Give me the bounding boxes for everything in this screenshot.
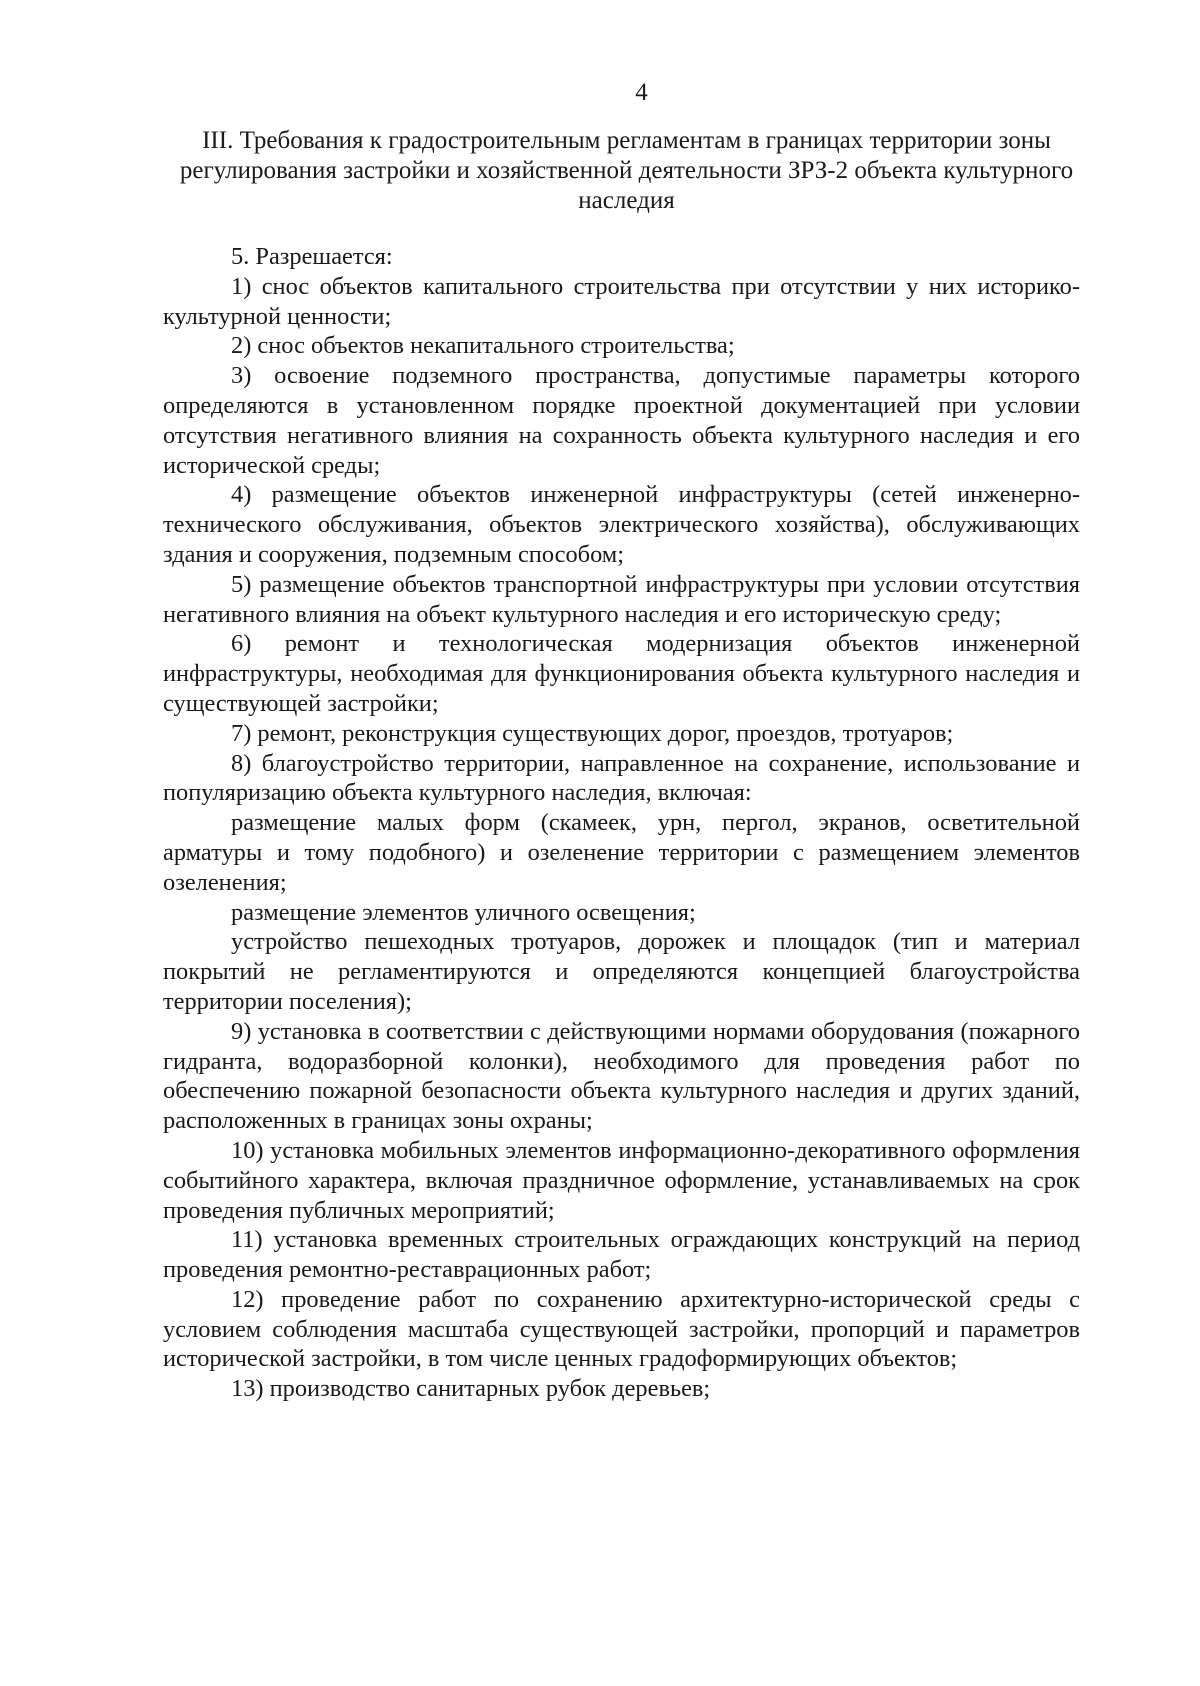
paragraph-item-8-sub-3: устройство пешеходных тротуаров, дорожек и площадок (тип и материал покрытий не регламентируются и определяются концепцией благоустройства территории поселения); <box>163 928 1080 1015</box>
paragraph-item-8: 8) благоустройство территории, направленное на сохранение, использование и популяризацию объекта культурного наследия, включая: <box>163 749 1080 807</box>
paragraph-item-7: 7) ремонт, реконструкция существующих дорог, проездов, тротуаров; <box>231 719 954 747</box>
paragraph-item-13: 13) производство санитарных рубок деревьев; <box>231 1375 711 1403</box>
paragraph-item-3: 3) освоение подземного пространства, допустимые параметры которого определяются в установленном порядке проектной документацией при условии отсутствия негативного влияния на сохранность объекта культурного наследия и его исторической среды; <box>163 362 1080 479</box>
paragraph-item-8-sub-2: размещение элементов уличного освещения; <box>231 898 696 926</box>
page-number: 4 <box>635 79 648 106</box>
section-title: III. Требования к градостроительным регламентам в границах территории зоны регулирования застройки и хозяйственной деятельности ЗРЗ-2 объекта культурного наследия <box>179 127 1074 214</box>
paragraph-item-5: 5) размещение объектов транспортной инфраструктуры при условии отсутствия негативного влияния на объект культурного наследия и его историческую среду; <box>163 570 1080 628</box>
paragraph-item-11: 11) установка временных строительных ограждающих конструкций на период проведения ремонтно-реставрационных работ; <box>163 1226 1080 1284</box>
paragraph-item-10: 10) установка мобильных элементов информационно-декоративного оформления событийного характера, включая праздничное оформление, устанавливаемых на срок проведения публичных мероприятий; <box>163 1136 1080 1224</box>
paragraph-item-1: 1) снос объектов капитального строительства при отсутствии у них историко-культурной ценности; <box>163 272 1080 330</box>
paragraph-item-6: 6) ремонт и технологическая модернизация объектов инженерной инфраструктуры, необходимая для функционирования объекта культурного наследия и существующей застройки; <box>163 630 1080 717</box>
paragraph-item-8-sub-1: размещение малых форм (скамеек, урн, пергол, экранов, осветительной арматуры и тому подобного) и озеленение территории с размещением элементов озеленения; <box>163 809 1080 896</box>
paragraph-item-2: 2) снос объектов некапитального строительства; <box>231 332 735 360</box>
paragraph-item-9: 9) установка в соответствии с действующими нормами оборудования (пожарного гидранта, водоразборной колонки), необходимого для проведения работ по обеспечению пожарной безопасности объекта культурного наследия и других зданий, расположенных в границах зоны охраны; <box>163 1017 1080 1135</box>
paragraph-item-4: 4) размещение объектов инженерной инфраструктуры (сетей инженерно-технического обслуживания, объектов электрического хозяйства), обслуживающих здания и сооружения, подземным способом; <box>163 481 1080 568</box>
paragraph-intro: 5. Разрешается: <box>231 243 393 270</box>
paragraph-item-12: 12) проведение работ по сохранению архитектурно-исторической среды с условием соблюдения масштаба существующей застройки, пропорций и параметров исторической застройки, в том числе ценных градоформирующих объектов; <box>163 1285 1080 1373</box>
